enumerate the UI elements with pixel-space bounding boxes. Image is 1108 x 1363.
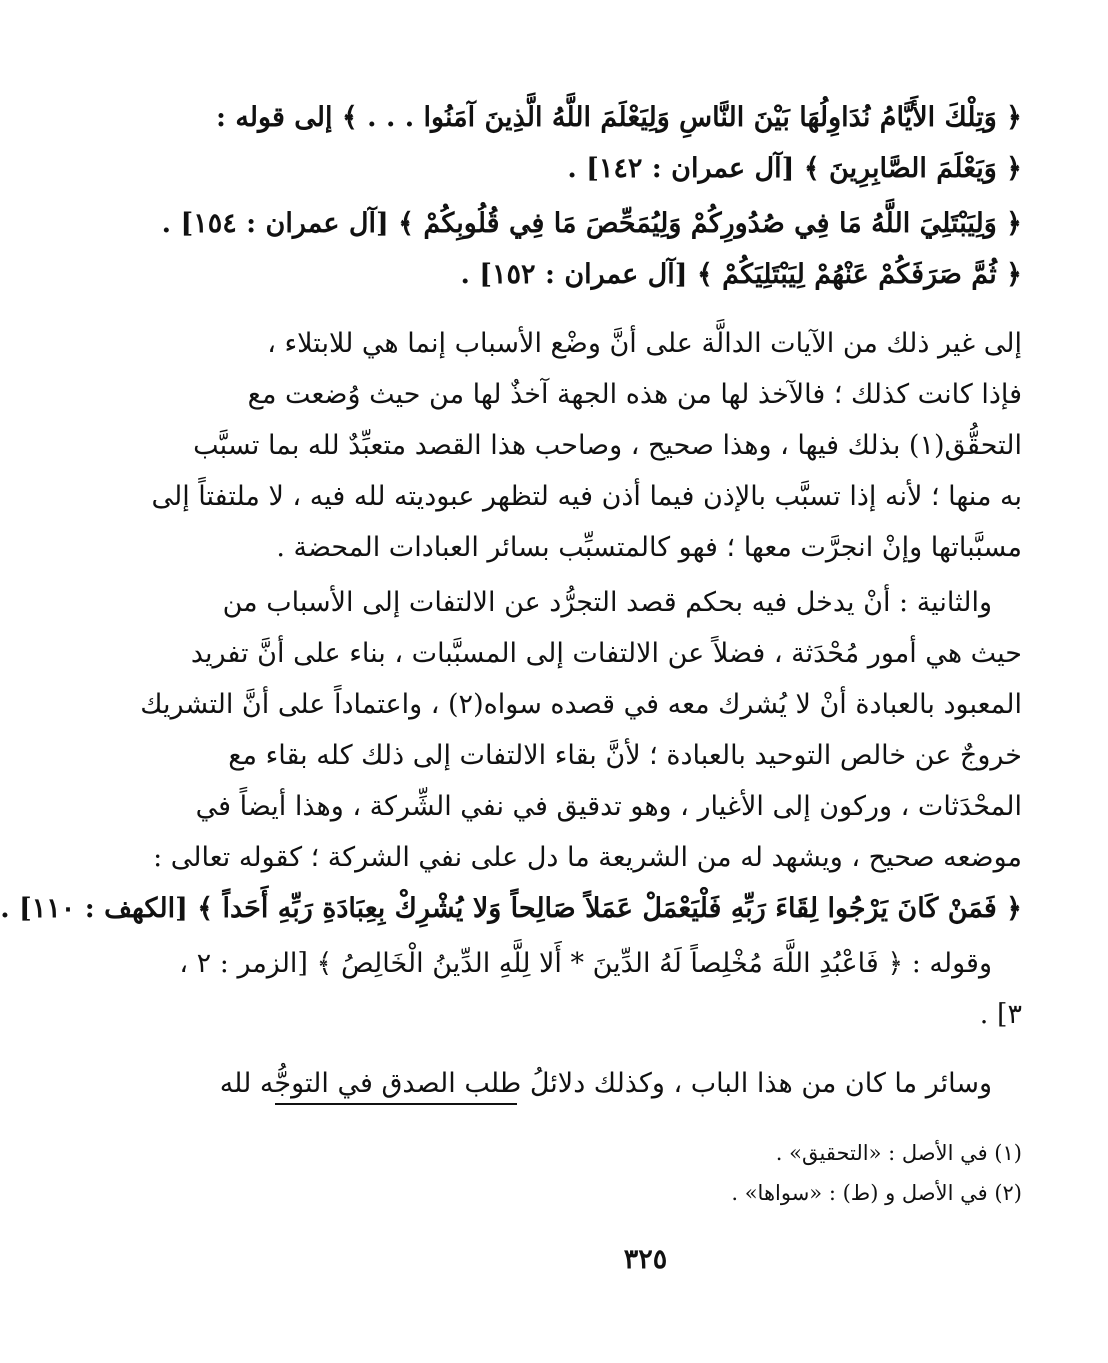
footnotes	[268, 1133, 1022, 1213]
paragraph-line: المعبود بالعبادة أنْ لا يُشرك معه في قصده سواه(٢) ، واعتماداً على أنَّ التشريك	[140, 689, 1022, 720]
footnote-divider	[275, 1103, 517, 1105]
paragraph-line: المحْدَثات ، وركون إلى الأغيار ، وهو تدقيق في نفي الشِّركة ، وهذا أيضاً في	[195, 791, 1022, 822]
paragraph-line: فإذا كانت كذلك ؛ فالآخذ لها من هذه الجهة آخذٌ لها من حيث وُضعت مع	[247, 379, 1022, 410]
paragraph-line: التحقُّق(١) بذلك فيها ، وهذا صحيح ، وصاحب هذا القصد متعبِّدٌ لله بما تسبَّب	[193, 430, 1022, 461]
paragraph-line: إلى غير ذلك من الآيات الدالَّة على أنَّ وضْع الأسباب إنما هي للابتلاء ،	[267, 328, 1022, 359]
quran-verse-line: ﴿ وَلِيَبْتَلِيَ اللَّهُ مَا فِي صُدُورِكُمْ وَلِيُمَحِّصَ مَا فِي قُلُوبِكُمْ ﴾ [آل عمران : ١٥٤] .	[161, 208, 1022, 239]
quran-verse-line: ﴿ وَيَعْلَمَ الصَّابِرِينَ ﴾ [آل عمران : ١٤٢] .	[567, 153, 1022, 184]
paragraph-line: والثانية : أنْ يدخل فيه بحكم قصد التجرُّد عن الالتفات إلى الأسباب من	[222, 587, 992, 618]
page-body	[0, 92, 1022, 1109]
paragraph-line: موضعه صحيح ، ويشهد له من الشريعة ما دل على نفي الشركة ؛ كقوله تعالى :	[153, 842, 1022, 873]
quran-verse-line: ﴿ فَمَنْ كَانَ يَرْجُوا لِقَاءَ رَبِّهِ فَلْيَعْمَلْ عَمَلاً صَالِحاً وَلا يُشْرِكْ بِعِبَادَةِ رَبِّهِ أَحَداً ﴾ [الكهف : ١١٠] .	[0, 893, 1022, 924]
paragraph-line: حيث هي أمور مُحْدَثة ، فضلاً عن الالتفات إلى المسبَّبات ، بناء على أنَّ تفريد	[190, 638, 1022, 669]
footnote: (١) في الأصل : «التحقيق» .	[775, 1141, 1022, 1165]
paragraph-line: وقوله : ﴿ فَاعْبُدِ اللَّهَ مُخْلِصاً لَهُ الدِّينَ * أَلا لِلَّهِ الدِّينُ الْخَالِصُ ﴾ [الزمر : ٢ ،	[179, 948, 992, 979]
paragraph-line: ٣] .	[979, 999, 1022, 1030]
paragraph-line: خروجٌ عن خالص التوحيد بالعبادة ؛ لأنَّ بقاء الالتفات إلى ذلك كله بقاء مع	[228, 740, 1022, 771]
quran-verse-line: ﴿ وَتِلْكَ الأَيَّامُ نُدَاوِلُهَا بَيْنَ النَّاسِ وَلِيَعْلَمَ اللَّهُ الَّذِينَ آمَنُوا . . . ﴾ إلى قوله :	[215, 102, 1022, 133]
paragraph-line: مسبَّباتها وإنْ انجرَّت معها ؛ فهو كالمتسبِّب بسائر العبادات المحضة .	[276, 532, 1022, 563]
quran-verse-line: ﴿ ثُمَّ صَرَفَكُمْ عَنْهُمْ لِيَبْتَلِيَكُمْ ﴾ [آل عمران : ١٥٢] .	[460, 259, 1022, 290]
footnote: (٢) في الأصل و (ط) : «سواها» .	[731, 1181, 1022, 1205]
paragraph-line: به منها ؛ لأنه إذا تسبَّب بالإذن فيما أذن فيه لتظهر عبوديته لله فيه ، لا ملتفتاً إلى	[151, 481, 1022, 512]
page-number: ٣٢٥	[623, 1244, 668, 1275]
paragraph-line: وسائر ما كان من هذا الباب ، وكذلك دلائلُ طلب الصدق في التوجُّه لله	[219, 1068, 992, 1099]
